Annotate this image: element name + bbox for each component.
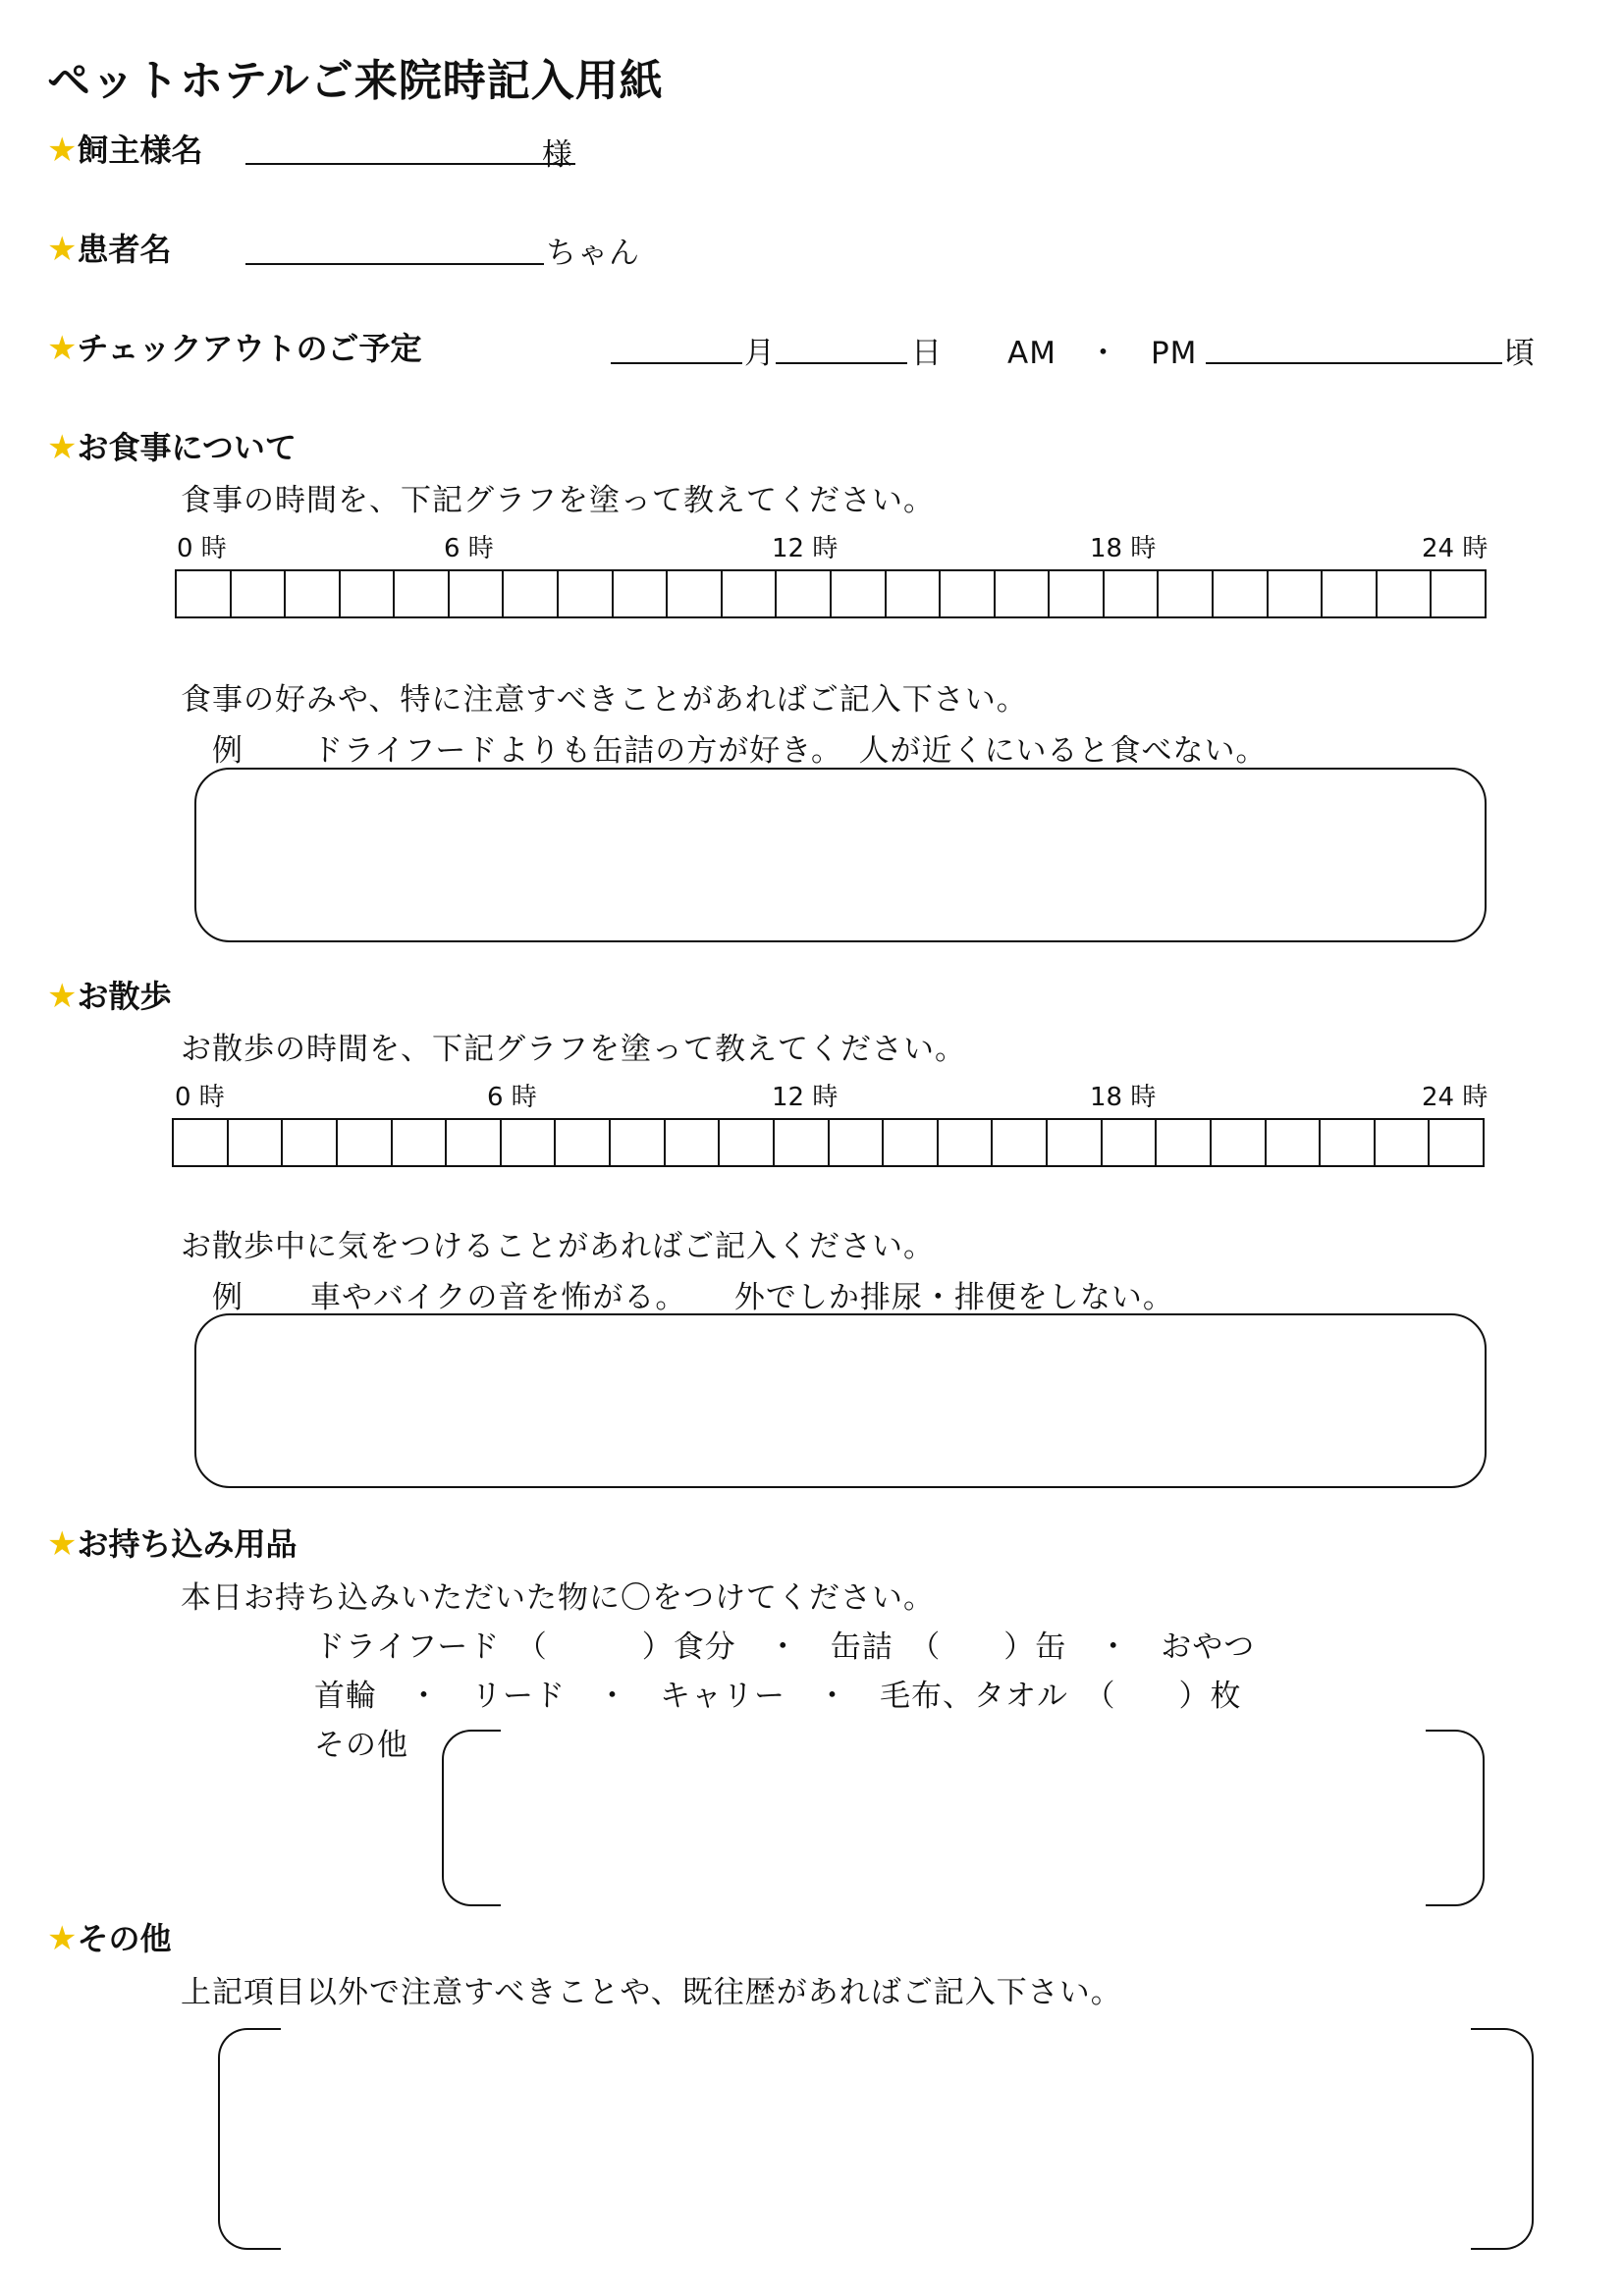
- hour-cell[interactable]: [1378, 571, 1433, 616]
- meal-instruction: 食事の時間を、下記グラフを塗って教えてください。: [181, 483, 935, 518]
- hour-cell[interactable]: [174, 1120, 229, 1165]
- hour-cell[interactable]: [447, 1120, 502, 1165]
- hour-cell[interactable]: [884, 1120, 939, 1165]
- hour-cell[interactable]: [450, 571, 505, 616]
- checkout-section: [47, 324, 422, 369]
- hour-cell[interactable]: [830, 1120, 885, 1165]
- hour-cell[interactable]: [556, 1120, 611, 1165]
- star-icon: ★: [47, 1524, 78, 1564]
- hour-cell[interactable]: [393, 1120, 448, 1165]
- hour-cell[interactable]: [286, 571, 341, 616]
- checkout-time-field[interactable]: [1206, 362, 1502, 364]
- walk-tick-6: 6 時: [487, 1083, 537, 1112]
- hour-cell[interactable]: [504, 571, 559, 616]
- hour-cell[interactable]: [1430, 1120, 1483, 1165]
- hour-cell[interactable]: [611, 1120, 666, 1165]
- items-other-field[interactable]: [461, 1737, 1463, 1898]
- walk-notes-box[interactable]: [194, 1313, 1487, 1488]
- patient-name-field[interactable]: [245, 263, 544, 265]
- owner-name-field[interactable]: [245, 163, 575, 165]
- walk-note-instruction: お散歩中に気をつけることがあればご記入ください。: [181, 1229, 935, 1264]
- walk-heading: お散歩: [77, 978, 172, 1015]
- patient-suffix: ちゃん: [546, 236, 640, 271]
- hour-cell[interactable]: [614, 571, 669, 616]
- star-icon: ★: [47, 230, 78, 269]
- meal-section: [47, 423, 297, 468]
- star-icon: ★: [47, 1919, 78, 1958]
- walk-time-grid[interactable]: [172, 1118, 1485, 1167]
- hour-cell[interactable]: [559, 571, 614, 616]
- walk-tick-0: 0 時: [175, 1083, 225, 1112]
- hour-cell[interactable]: [1214, 571, 1269, 616]
- hour-cell[interactable]: [1376, 1120, 1431, 1165]
- checkout-approx-label: 頃: [1504, 336, 1536, 371]
- meal-example-text: ドライフードよりも缶詰の方が好き。 人が近くにいると食べない。: [312, 733, 1268, 769]
- walk-instruction: お散歩の時間を、下記グラフを塗って教えてください。: [181, 1032, 966, 1067]
- hour-cell[interactable]: [832, 571, 887, 616]
- items-instruction: 本日お持ち込みいただいた物に〇をつけてください。: [181, 1580, 935, 1616]
- hour-cell[interactable]: [941, 571, 996, 616]
- hour-cell[interactable]: [229, 1120, 284, 1165]
- hour-cell[interactable]: [1321, 1120, 1376, 1165]
- walk-section: [47, 972, 172, 1017]
- checkout-day-field[interactable]: [776, 362, 907, 364]
- owner-label: 飼主様名: [77, 132, 203, 169]
- owner-section: [47, 126, 203, 171]
- star-icon: ★: [47, 428, 78, 467]
- walk-tick-18: 18 時: [1090, 1083, 1157, 1112]
- hour-cell[interactable]: [1323, 571, 1378, 616]
- other-instruction: 上記項目以外で注意すべきことや、既往歴があればご記入下さい。: [181, 1975, 1122, 2010]
- hour-cell[interactable]: [777, 571, 832, 616]
- meal-time-grid[interactable]: [175, 569, 1487, 618]
- meal-example-label: 例: [212, 733, 244, 769]
- walk-example-label: 例: [212, 1280, 244, 1315]
- star-icon: ★: [47, 329, 78, 368]
- hour-cell[interactable]: [338, 1120, 393, 1165]
- hour-cell[interactable]: [996, 571, 1051, 616]
- star-icon: ★: [47, 977, 78, 1016]
- walk-example-text: 車やバイクの音を怖がる。 外でしか排尿・排便をしない。: [310, 1280, 1174, 1315]
- hour-cell[interactable]: [1157, 1120, 1212, 1165]
- patient-section: [47, 225, 172, 270]
- checkout-day-label: 日: [911, 336, 943, 371]
- checkout-label: チェックアウトのご予定: [77, 330, 422, 367]
- other-heading: その他: [77, 1920, 172, 1957]
- star-icon: ★: [47, 131, 78, 170]
- hour-cell[interactable]: [666, 1120, 721, 1165]
- meal-pref-instruction: 食事の好みや、特に注意すべきことがあればご記入下さい。: [181, 682, 1028, 718]
- meal-tick-6: 6 時: [444, 534, 494, 563]
- other-section: [47, 1914, 172, 1959]
- meal-tick-24: 24 時: [1422, 534, 1489, 563]
- hour-cell[interactable]: [668, 571, 723, 616]
- hour-cell[interactable]: [720, 1120, 775, 1165]
- checkout-ampm-choice[interactable]: AM ・ PM: [1007, 336, 1198, 371]
- meal-notes-box[interactable]: [194, 768, 1487, 942]
- hour-cell[interactable]: [723, 571, 778, 616]
- hour-cell[interactable]: [1050, 571, 1105, 616]
- hour-cell[interactable]: [1432, 571, 1485, 616]
- meal-tick-0: 0 時: [177, 534, 227, 563]
- hour-cell[interactable]: [1103, 1120, 1158, 1165]
- patient-label: 患者名: [77, 231, 172, 268]
- other-notes-field[interactable]: [245, 2036, 1512, 2242]
- hour-cell[interactable]: [1105, 571, 1160, 616]
- hour-cell[interactable]: [775, 1120, 830, 1165]
- hour-cell[interactable]: [1159, 571, 1214, 616]
- checkout-month-field[interactable]: [611, 362, 742, 364]
- hour-cell[interactable]: [177, 571, 232, 616]
- checkout-month-label: 月: [744, 336, 776, 371]
- hour-cell[interactable]: [939, 1120, 994, 1165]
- items-other-label: その他: [314, 1728, 408, 1763]
- walk-tick-12: 12 時: [772, 1083, 839, 1112]
- hour-cell[interactable]: [502, 1120, 557, 1165]
- items-row-1[interactable]: ドライフード （ ）食分 ・ 缶詰 （ ）缶 ・ おやつ: [314, 1629, 1256, 1665]
- walk-tick-24: 24 時: [1422, 1083, 1489, 1112]
- items-section: [47, 1520, 298, 1565]
- hour-cell[interactable]: [283, 1120, 338, 1165]
- hour-cell[interactable]: [395, 571, 450, 616]
- owner-suffix: 様: [542, 137, 573, 173]
- hour-cell[interactable]: [1269, 571, 1324, 616]
- meal-heading: お食事について: [77, 429, 297, 466]
- hour-cell[interactable]: [887, 571, 942, 616]
- meal-tick-12: 12 時: [772, 534, 839, 563]
- meal-tick-18: 18 時: [1090, 534, 1157, 563]
- items-row-2[interactable]: 首輪 ・ リード ・ キャリー ・ 毛布、タオル （ ）枚: [314, 1679, 1242, 1714]
- hour-cell[interactable]: [341, 571, 396, 616]
- hour-cell[interactable]: [1212, 1120, 1267, 1165]
- form-title: ペットホテルご来院時記入用紙: [47, 56, 664, 106]
- hour-cell[interactable]: [1048, 1120, 1103, 1165]
- hour-cell[interactable]: [1267, 1120, 1322, 1165]
- hour-cell[interactable]: [993, 1120, 1048, 1165]
- items-heading: お持ち込み用品: [77, 1525, 298, 1563]
- hour-cell[interactable]: [232, 571, 287, 616]
